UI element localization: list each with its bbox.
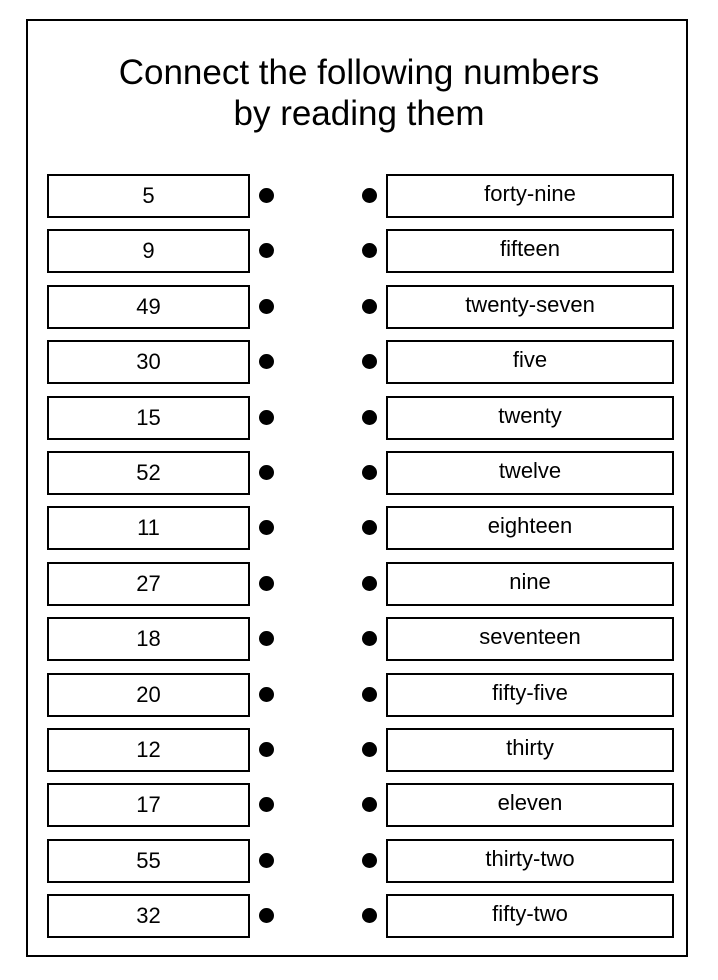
word-box bbox=[386, 839, 674, 883]
number-label: 11 bbox=[137, 515, 160, 540]
number-connector-dot[interactable] bbox=[259, 687, 274, 702]
number-label: 32 bbox=[136, 903, 161, 928]
number-connector-dot[interactable] bbox=[259, 908, 274, 923]
word-label: seventeen bbox=[479, 624, 581, 649]
number-label: 18 bbox=[136, 626, 161, 651]
match-row bbox=[0, 839, 718, 883]
number-box bbox=[47, 340, 250, 384]
number-label: 27 bbox=[136, 571, 161, 596]
number-box bbox=[47, 728, 250, 772]
number-label: 15 bbox=[136, 405, 161, 430]
word-box bbox=[386, 451, 674, 495]
match-row bbox=[0, 617, 718, 661]
word-connector-dot[interactable] bbox=[362, 243, 377, 258]
number-connector-dot[interactable] bbox=[259, 188, 274, 203]
match-row bbox=[0, 562, 718, 606]
word-box bbox=[386, 673, 674, 717]
word-connector-dot[interactable] bbox=[362, 687, 377, 702]
number-connector-dot[interactable] bbox=[259, 520, 274, 535]
word-box bbox=[386, 617, 674, 661]
number-box bbox=[47, 894, 250, 938]
word-label: twenty bbox=[498, 403, 562, 428]
match-row bbox=[0, 894, 718, 938]
word-box bbox=[386, 340, 674, 384]
number-connector-dot[interactable] bbox=[259, 576, 274, 591]
word-box bbox=[386, 174, 674, 218]
word-box bbox=[386, 229, 674, 273]
number-box bbox=[47, 506, 250, 550]
word-connector-dot[interactable] bbox=[362, 797, 377, 812]
number-box bbox=[47, 783, 250, 827]
number-label: 9 bbox=[142, 238, 155, 263]
number-box bbox=[47, 396, 250, 440]
number-connector-dot[interactable] bbox=[259, 853, 274, 868]
word-box bbox=[386, 506, 674, 550]
number-connector-dot[interactable] bbox=[259, 631, 274, 646]
number-connector-dot[interactable] bbox=[259, 797, 274, 812]
word-label: twelve bbox=[498, 458, 562, 483]
number-connector-dot[interactable] bbox=[259, 742, 274, 757]
word-connector-dot[interactable] bbox=[362, 299, 377, 314]
word-connector-dot[interactable] bbox=[362, 853, 377, 868]
number-connector-dot[interactable] bbox=[259, 243, 274, 258]
number-box bbox=[47, 617, 250, 661]
word-label: thirty-two bbox=[485, 846, 575, 871]
word-box bbox=[386, 783, 674, 827]
word-label: eighteen bbox=[487, 513, 573, 538]
word-label: eleven bbox=[497, 790, 563, 815]
word-box bbox=[386, 728, 674, 772]
word-label: fifty-two bbox=[492, 901, 568, 926]
word-label: fifteen bbox=[500, 236, 560, 261]
word-connector-dot[interactable] bbox=[362, 188, 377, 203]
number-box bbox=[47, 673, 250, 717]
number-box bbox=[47, 285, 250, 329]
word-label: fifty-five bbox=[492, 680, 568, 705]
match-row bbox=[0, 340, 718, 384]
word-connector-dot[interactable] bbox=[362, 576, 377, 591]
number-box bbox=[47, 229, 250, 273]
word-box bbox=[386, 894, 674, 938]
match-row bbox=[0, 728, 718, 772]
match-row bbox=[0, 451, 718, 495]
number-connector-dot[interactable] bbox=[259, 299, 274, 314]
match-row bbox=[0, 285, 718, 329]
word-label: five bbox=[512, 347, 548, 372]
word-label: nine bbox=[509, 569, 551, 594]
number-label: 55 bbox=[136, 848, 161, 873]
number-connector-dot[interactable] bbox=[259, 410, 274, 425]
number-connector-dot[interactable] bbox=[259, 465, 274, 480]
number-label: 20 bbox=[136, 682, 161, 707]
match-row bbox=[0, 174, 718, 218]
number-label: 5 bbox=[142, 183, 155, 208]
word-connector-dot[interactable] bbox=[362, 410, 377, 425]
number-label: 17 bbox=[136, 792, 161, 817]
number-label: 49 bbox=[136, 294, 161, 319]
number-label: 12 bbox=[136, 737, 161, 762]
word-label: thirty bbox=[506, 735, 554, 760]
word-box bbox=[386, 285, 674, 329]
word-connector-dot[interactable] bbox=[362, 520, 377, 535]
word-box bbox=[386, 562, 674, 606]
number-label: 52 bbox=[136, 460, 161, 485]
word-connector-dot[interactable] bbox=[362, 631, 377, 646]
title-line-1: Connect the following numbers bbox=[118, 53, 600, 92]
number-connector-dot[interactable] bbox=[259, 354, 274, 369]
word-label: forty-nine bbox=[484, 181, 576, 206]
number-label: 30 bbox=[136, 349, 161, 374]
number-box bbox=[47, 174, 250, 218]
word-connector-dot[interactable] bbox=[362, 465, 377, 480]
match-row bbox=[0, 229, 718, 273]
number-box bbox=[47, 562, 250, 606]
match-row bbox=[0, 783, 718, 827]
match-row bbox=[0, 673, 718, 717]
word-connector-dot[interactable] bbox=[362, 742, 377, 757]
title-line-2: by reading them bbox=[233, 94, 485, 133]
word-box bbox=[386, 396, 674, 440]
number-box bbox=[47, 451, 250, 495]
word-connector-dot[interactable] bbox=[362, 354, 377, 369]
number-box bbox=[47, 839, 250, 883]
word-connector-dot[interactable] bbox=[362, 908, 377, 923]
match-row bbox=[0, 506, 718, 550]
match-row bbox=[0, 396, 718, 440]
word-label: twenty-seven bbox=[465, 292, 595, 317]
